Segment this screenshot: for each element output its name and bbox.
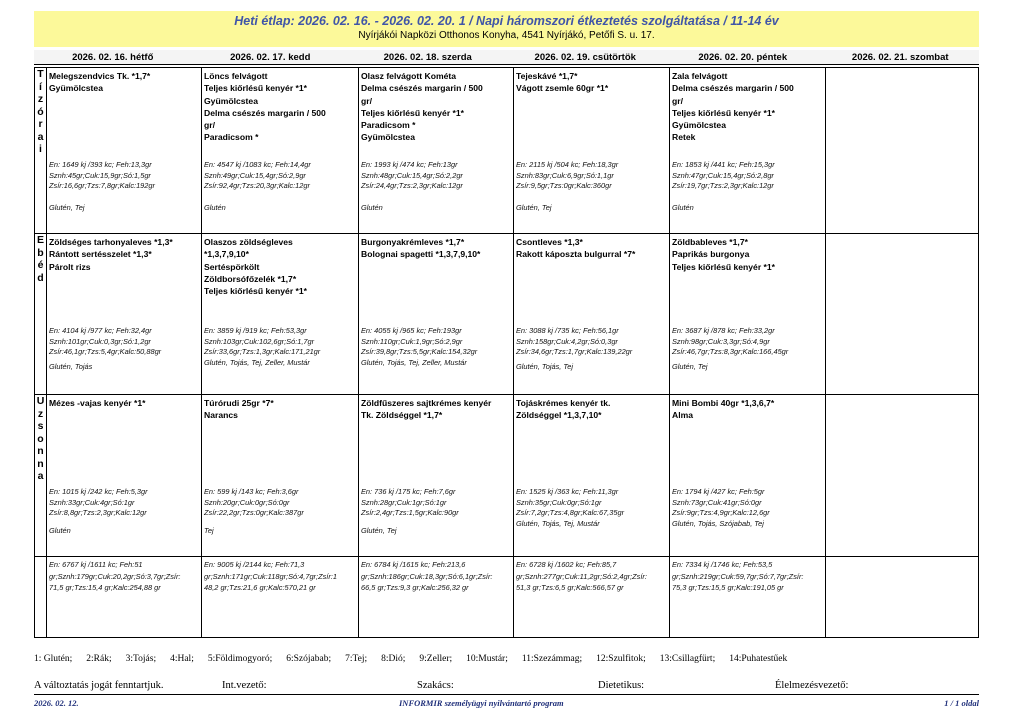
nutrition-line: Zsír:19,7gr;Tzs:2,3gr;Kalc:12gr <box>672 181 774 190</box>
day-header-monday: 2026. 02. 16. hétfő <box>72 52 154 63</box>
meal-type-letter: a <box>37 470 44 482</box>
dish-name: Olaszos zöldségleves <box>204 237 293 247</box>
meal-row-snack <box>35 395 978 557</box>
day-header-tuesday: 2026. 02. 17. kedd <box>230 52 311 63</box>
nutrition-info <box>672 160 775 192</box>
menu-cell <box>358 68 513 233</box>
menu-cell <box>825 68 978 233</box>
nutrition-line: Zsír:92,4gr;Tzs:20,3gr;Kalc:12gr <box>204 181 310 190</box>
menu-cell <box>513 395 669 556</box>
meal-type-letter: z <box>37 93 44 105</box>
dish-name: Delma csészés margarin / 500 <box>672 83 794 94</box>
nutrition-info <box>672 487 770 529</box>
meal-type-letter: U <box>36 395 45 407</box>
allergen-list: Glutén, Tej <box>516 203 552 212</box>
daily-total-line: gr;Sznh:179gr;Cuk:20,2gr;Só:3,7gr;Zsír: <box>49 571 181 581</box>
daily-total-line: En: 6767 kj /1611 kc; Feh:51 <box>49 560 143 569</box>
nutrition-line: En: 4104 kj /977 kc; Feh:32,4gr <box>49 326 152 335</box>
dish-name: Burgonyakrémleves *1,7* <box>361 237 465 247</box>
menu-cell <box>358 395 513 556</box>
allergen-legend-item: 5:Földimogyoró; <box>207 654 273 664</box>
daily-total-line: gr;Sznh:219gr;Cuk:59,7gr;Só:7,7gr;Zsír: <box>672 571 804 581</box>
nutrition-line: Zsír:9,5gr;Tzs:0gr;Kalc:360gr <box>516 181 612 190</box>
signature-dietitian: Dietetikus: <box>598 680 645 691</box>
nutrition-line: Zsír:24,4gr;Tzs:2,3gr;Kalc:12gr <box>361 181 463 190</box>
nutrition-line: En: 4547 kj /1083 kc; Feh:14,4gr <box>204 160 311 169</box>
nutrition-line: En: 1853 kj /441 kc; Feh:15,3gr <box>672 160 775 169</box>
menu-cell <box>669 68 825 233</box>
nutrition-line: Sznh:83gr;Cuk:6,9gr;Só:1,1gr <box>516 170 614 180</box>
meal-type-label <box>35 234 46 284</box>
nutrition-line: En: 3088 kj /735 kc; Feh:56,1gr <box>516 326 619 335</box>
print-date: 2026. 02. 12. <box>34 698 79 708</box>
dish-name: Párolt rizs <box>49 261 91 272</box>
meal-type-letter: b <box>37 246 44 259</box>
dish-name: Bolognai spagetti *1,3,7,9,10* <box>361 249 481 260</box>
meal-type-letter: n <box>37 457 44 470</box>
nutrition-line: Sznh:158gr;Cuk:4,2gr;Só:0,3gr <box>516 336 618 346</box>
nutrition-line: En: 3859 kj /919 kc; Feh:53,3gr <box>204 326 307 335</box>
nutrition-line: En: 736 kj /175 kc; Feh:7,6gr <box>361 487 456 496</box>
menu-cell <box>201 68 358 233</box>
daily-total-cell <box>46 557 201 637</box>
nutrition-info <box>672 326 788 358</box>
meal-type-letter: o <box>37 432 44 445</box>
daily-total-line: 66,5 gr;Tzs:9,3 gr;Kalc:256,32 gr <box>361 583 469 592</box>
dish-name: Delma csészés margarin / 500 <box>204 107 326 118</box>
meal-type-letter: z <box>37 407 44 420</box>
dish-name: *1,3,7,9,10* <box>204 249 249 260</box>
dish-name: Teljes kiőrlésű kenyér *1* <box>361 107 465 118</box>
nutrition-line: Sznh:33gr;Cuk:4gr;Só:1gr <box>49 497 135 507</box>
dish-name: gr/ <box>204 120 215 131</box>
allergen-list: Glutén, Tej <box>672 362 708 371</box>
daily-total-line: En: 6784 kj /1615 kc; Feh:213,6 <box>361 560 466 569</box>
nutrition-info <box>204 487 304 519</box>
dish-name: gr/ <box>361 95 372 106</box>
allergen-legend-item: 4:Hal; <box>170 654 194 664</box>
nutrition-line: Zsír:46,7gr;Tzs:8,3gr;Kalc:166,45gr <box>672 347 789 356</box>
nutrition-info <box>361 160 463 192</box>
menu-cell <box>46 234 201 394</box>
dish-name: Túrórudi 25gr *7* <box>204 398 274 408</box>
nutrition-line: En: 4055 kj /965 kc; Feh:193gr <box>361 326 462 335</box>
rights-reserved-note: A változtatás jogát fenntartjuk. <box>34 680 164 691</box>
nutrition-line: Zsír:9gr;Tzs:4,9gr;Kalc:12,6gr <box>672 508 770 517</box>
menu-title: Heti étlap: 2026. 02. 16. - 2026. 02. 20. 1 / Napi háromszori étkeztetés szolgáltatása / 11-14 év <box>234 14 779 28</box>
daily-total-cell <box>358 557 513 637</box>
nutrition-info <box>361 487 459 519</box>
allergen-list: Glutén <box>361 203 383 212</box>
nutrition-line: Sznh:45gr;Cuk:15,9gr;Só:1,5gr <box>49 170 151 180</box>
dish-name: Tojáskrémes kenyér tk. <box>516 398 611 408</box>
dish-name: Delma csészés margarin / 500 <box>361 83 483 94</box>
nutrition-line: En: 2115 kj /504 kc; Feh:18,3gr <box>516 160 619 169</box>
daily-total-line: En: 6728 kj /1602 kc; Feh:85,7 <box>516 560 617 569</box>
day-header-wednesday: 2026. 02. 18. szerda <box>383 52 472 63</box>
meal-type-letter: é <box>37 259 44 271</box>
nutrition-info <box>204 160 311 192</box>
nutrition-line: Sznh:103gr;Cuk:102,6gr;Só:1,7gr <box>204 336 315 346</box>
daily-total-line: En: 7334 kj /1746 kc; Feh:53,5 <box>672 560 773 569</box>
nutrition-info <box>49 160 155 192</box>
nutrition-line: Glutén, Tojás, Tej, Zeller, Mustár <box>204 357 310 367</box>
meal-row-lunch <box>35 234 978 395</box>
nutrition-info <box>516 160 618 192</box>
dish-name: Zöldfűszeres sajtkrémes kenyér <box>361 398 492 408</box>
daily-total-line: 48,2 gr;Tzs:21,6 gr;Kalc:570,21 gr <box>204 583 316 592</box>
nutrition-line: En: 1649 kj /393 kc; Feh:13,3gr <box>49 160 152 169</box>
dish-name: Mini Bombi 40gr *1,3,6,7* <box>672 398 775 408</box>
meal-type-letter: d <box>37 271 44 284</box>
nutrition-line: Sznh:20gr;Cuk:0gr;Só:0gr <box>204 497 290 507</box>
dish-name: Teljes kiőrlésű kenyér *1* <box>204 286 308 297</box>
footer-divider <box>34 694 979 695</box>
meal-type-letter: s <box>37 420 44 432</box>
daily-total-cell <box>669 557 825 637</box>
allergen-list: Glutén, Tej <box>49 203 85 212</box>
allergen-legend-item: 3:Tojás; <box>125 654 157 664</box>
dish-name: gr/ <box>672 95 683 106</box>
meal-type-letter: a <box>37 130 44 143</box>
allergen-legend-item: 7:Tej; <box>345 654 368 664</box>
nutrition-info <box>49 487 148 519</box>
nutrition-line: Sznh:101gr;Cuk:0,3gr;Só:1,2gr <box>49 336 151 346</box>
menu-cell <box>825 234 978 394</box>
daily-total-line: gr;Sznh:171gr;Cuk:118gr;Só:4,7gr;Zsír:1 <box>204 571 337 581</box>
nutrition-line: Zsír:46,1gr;Tzs:5,4gr;Kalc:50,88gr <box>49 347 162 356</box>
dish-name: Rakott káposzta bulgurral *7* <box>516 249 636 260</box>
allergen-list: Tej <box>204 526 214 535</box>
nutrition-line: En: 1794 kj /427 kc; Feh:5gr <box>672 487 765 496</box>
allergen-list: Glutén, Tojás, Tej <box>516 362 573 371</box>
signature-cook: Szakács: <box>417 680 454 691</box>
nutrition-line: Zsír:16,6gr;Tzs:7,8gr;Kalc:192gr <box>49 181 155 190</box>
dish-name: Mézes -vajas kenyér *1* <box>49 398 146 408</box>
kitchen-address: Nyírjákói Napközi Otthonos Konyha, 4541 Nyírjákó, Petőfi S. u. 17. <box>358 30 655 41</box>
nutrition-line: En: 1525 kj /363 kc; Feh:11,3gr <box>516 487 619 496</box>
allergen-legend-item: 11:Szezámmag; <box>521 654 583 664</box>
dish-name: Zöldséges tarhonyaleves *1,3* <box>49 237 173 247</box>
meal-type-label <box>35 395 46 483</box>
page-footer <box>34 698 979 710</box>
meal-type-letter: T <box>37 68 44 80</box>
allergen-legend-item: 8:Dió; <box>381 654 406 664</box>
menu-cell <box>825 395 978 556</box>
allergen-list: Glutén <box>49 526 71 535</box>
daily-total-line: gr;Sznh:277gr;Cuk:11,2gr;Só:2,4gr;Zsír: <box>516 571 647 581</box>
nutrition-line: En: 1015 kj /242 kc; Feh:5,3gr <box>49 487 148 496</box>
dish-name: Alma <box>672 410 694 421</box>
meal-type-label <box>35 68 46 156</box>
nutrition-line: Zsír:22,2gr;Tzs:0gr;Kalc:387gr <box>204 508 304 517</box>
daily-totals-row <box>35 557 978 637</box>
nutrition-line: Sznh:28gr;Cuk:1gr;Só:1gr <box>361 497 447 507</box>
menu-cell <box>46 395 201 556</box>
allergen-list: Glutén <box>204 203 226 212</box>
dish-name: Rántott sertésszelet *1,3* <box>49 249 152 260</box>
dish-name: Narancs <box>204 410 238 421</box>
nutrition-line: Sznh:110gr;Cuk:1,9gr;Só:2,9gr <box>361 336 463 346</box>
dish-name: Teljes kiőrlésű kenyér *1* <box>204 83 308 94</box>
allergen-legend <box>34 654 984 664</box>
dish-name: Löncs felvágott <box>204 71 268 81</box>
daily-total-line: En: 9005 kj /2144 kc; Feh:71,3 <box>204 560 305 569</box>
nutrition-info <box>49 326 161 358</box>
menu-cell <box>46 68 201 233</box>
signature-catering-manager: Élelmezésvezető: <box>775 680 849 691</box>
dish-name: Zala felvágott <box>672 71 728 81</box>
nutrition-line: Zsír:7,2gr;Tzs:4,8gr;Kalc:67,35gr <box>516 508 625 517</box>
dish-name: Zöldséggel *1,3,7,10* <box>516 410 602 421</box>
meal-type-letter: ó <box>37 105 44 118</box>
dish-name: Tk. Zöldséggel *1,7* <box>361 410 443 421</box>
nutrition-line: Sznh:47gr;Cuk:15,4gr;Só:2,8gr <box>672 170 774 180</box>
nutrition-line: Zsír:39,8gr;Tzs:5,5gr;Kalc:154,32gr <box>361 347 478 356</box>
nutrition-info <box>361 326 477 368</box>
meal-type-letter: i <box>39 143 42 155</box>
nutrition-line: Glutén, Tojás, Szójabab, Tej <box>672 518 764 528</box>
allergen-legend-item: 1: Glutén; <box>34 654 73 664</box>
menu-cell <box>669 234 825 394</box>
allergen-legend-item: 2:Rák; <box>86 654 112 664</box>
allergen-legend-item: 14:Puhatestűek <box>729 654 788 664</box>
allergen-legend-item: 12:Szulfitok; <box>596 654 646 664</box>
nutrition-line: Zsír:33,6gr;Tzs:1,3gr;Kalc:171,21gr <box>204 347 321 356</box>
dish-name: Gyümölcstea <box>204 95 258 106</box>
allergen-list: Glutén, Tojás <box>49 362 93 371</box>
dish-name: Zöldbableves *1,7* <box>672 237 748 247</box>
dish-name: Gyümölcstea <box>672 120 726 131</box>
nutrition-line: Zsír:34,6gr;Tzs:1,7gr;Kalc:139,22gr <box>516 347 633 356</box>
nutrition-line: En: 599 kj /143 kc; Feh:3,6gr <box>204 487 299 496</box>
allergen-legend-item: 6:Szójabab; <box>286 654 332 664</box>
nutrition-line: En: 3687 kj /878 kc; Feh:33,2gr <box>672 326 775 335</box>
daily-total-line: 71,5 gr;Tzs:15,4 gr;Kalc:254,88 gr <box>49 583 161 592</box>
nutrition-line: Sznh:35gr;Cuk:0gr;Só:1gr <box>516 497 602 507</box>
nutrition-line: Sznh:98gr;Cuk:3,3gr;Só:4,9gr <box>672 336 770 346</box>
dish-name: Paradicsom * <box>361 120 416 131</box>
nutrition-info <box>516 487 624 529</box>
meal-type-letter: E <box>36 234 44 246</box>
dish-name: Paradicsom * <box>204 132 259 143</box>
nutrition-line: En: 1993 kj /474 kc; Feh:13gr <box>361 160 458 169</box>
day-header-friday: 2026. 02. 20. péntek <box>698 52 788 63</box>
daily-total-cell <box>201 557 358 637</box>
menu-cell <box>513 68 669 233</box>
dish-name: Zöldborsófőzelék *1,7* <box>204 273 297 284</box>
daily-total-line: 75,3 gr;Tzs:15,5 gr;Kalc:191,05 gr <box>672 583 784 592</box>
menu-cell <box>513 234 669 394</box>
dish-name: Melegszendvics Tk. *1,7* <box>49 71 151 81</box>
day-header-thursday: 2026. 02. 19. csütörtök <box>534 52 636 63</box>
day-header-saturday: 2026. 02. 21. szombat <box>851 52 949 63</box>
dish-name: Vágott zsemle 60gr *1* <box>516 83 609 94</box>
dish-name: Sertéspörkölt <box>204 261 260 272</box>
nutrition-line: Glutén, Tojás, Tej, Mustár <box>516 518 600 528</box>
dish-name: Paprikás burgonya <box>672 249 750 260</box>
dish-name: Tejeskávé *1,7* <box>516 71 578 81</box>
nutrition-line: Sznh:73gr;Cuk:41gr;Só:0gr <box>672 497 762 507</box>
dish-name: Olasz felvágott Kométa <box>361 71 457 81</box>
allergen-list: Glutén <box>672 203 694 212</box>
allergen-list: Glutén, Tej <box>361 526 397 535</box>
allergen-legend-item: 10:Mustár; <box>466 654 508 664</box>
menu-grid <box>34 67 979 638</box>
dish-name: Csontleves *1,3* <box>516 237 583 247</box>
nutrition-line: Sznh:48gr;Cuk:15,4gr;Só:2,2gr <box>361 170 463 180</box>
nutrition-line: Glutén, Tojás, Tej, Zeller, Mustár <box>361 357 467 367</box>
meal-type-letter: n <box>37 445 44 457</box>
daily-total-cell <box>825 557 978 637</box>
daily-total-cell <box>513 557 669 637</box>
meal-row-breakfast <box>35 68 978 234</box>
day-header-row <box>34 50 979 65</box>
dish-name: Gyümölcstea <box>361 132 415 143</box>
menu-cell <box>669 395 825 556</box>
daily-total-line: 51,3 gr;Tzs:6,5 gr;Kalc:566,57 gr <box>516 583 624 592</box>
menu-cell <box>201 395 358 556</box>
meal-type-letter: r <box>38 118 43 130</box>
allergen-legend-item: 13:Csillagfürt; <box>659 654 716 664</box>
signature-institution-head: Int.vezető: <box>222 680 267 691</box>
nutrition-line: Zsír:8,8gr;Tzs:2,3gr;Kalc:12gr <box>49 508 147 517</box>
nutrition-info <box>204 326 320 368</box>
dish-name: Teljes kiőrlésű kenyér *1* <box>672 107 776 118</box>
page-number: 1 / 1 oldal <box>944 698 979 708</box>
menu-cell <box>201 234 358 394</box>
program-name: INFORMIR személyügyi nyilvántartó program <box>399 698 564 708</box>
menu-cell <box>358 234 513 394</box>
menu-header-banner <box>34 11 979 47</box>
allergen-legend-item: 9:Zeller; <box>419 654 453 664</box>
nutrition-line: Sznh:49gr;Cuk:15,4gr;Só:2,9gr <box>204 170 306 180</box>
nutrition-info <box>516 326 632 358</box>
meal-type-letter: í <box>39 80 42 93</box>
nutrition-line: Zsír:2,4gr;Tzs:1,5gr;Kalc:90gr <box>361 508 459 517</box>
daily-total-line: gr;Sznh:186gr;Cuk:18,3gr;Só:6,1gr;Zsír: <box>361 571 493 581</box>
dish-name: Retek <box>672 132 696 143</box>
dish-name: Teljes kiőrlésű kenyér *1* <box>672 261 776 272</box>
dish-name: Gyümölcstea <box>49 83 103 94</box>
